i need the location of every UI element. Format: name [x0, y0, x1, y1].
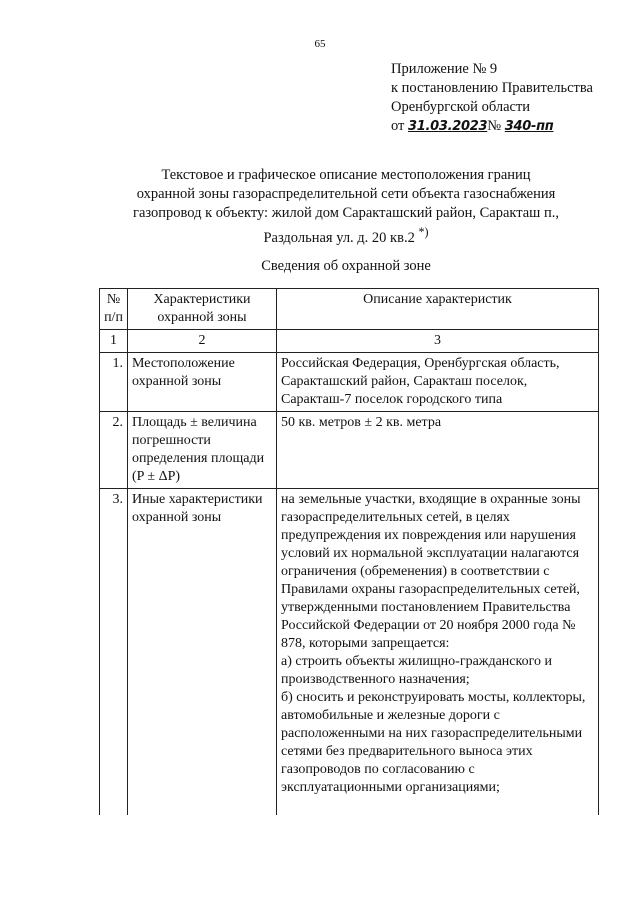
header-description: Описание характеристик	[277, 289, 599, 330]
section-title: Сведения об охранной зоне	[261, 258, 431, 274]
column-number-2: 2	[128, 330, 277, 353]
restriction-intro: на земельные участки, входящие в охранные зоны газораспределительных сетей, в целях предупреждения их повреждения или нарушения условий их нормальной эксплуатации налагаются ограничения (обременения) в соответствии с Правилами охраны газораспределительных сетей, утвержденными постановлением Правительства Российской Федерации от 20 ноября 2000 года № 878, которыми запрещается:	[281, 492, 581, 651]
zone-table	[99, 288, 599, 815]
column-number-3: 3	[277, 330, 599, 353]
row-number: 3.	[100, 489, 128, 816]
header-number: № п/п	[100, 289, 128, 330]
column-number-1: 1	[100, 330, 128, 353]
title-address: Раздольная ул. д. 20 кв.2	[263, 229, 415, 246]
row-description: Российская Федерация, Оренбургская область, Саракташский район, Саракташ поселок, Саракташ-7 поселок городского типа	[277, 353, 599, 412]
title-line-2: охранной зоны газораспределительной сети объекта газоснабжения	[136, 186, 556, 202]
table-row	[100, 353, 599, 412]
appendix-resolution: к постановлению Правительства	[391, 80, 593, 96]
row-characteristic: Местоположение охранной зоны	[128, 353, 277, 412]
row-description: 50 кв. метров ± 2 кв. метра	[277, 412, 599, 489]
title-line-4	[100, 223, 592, 248]
restriction-item-a: а) строить объекты жилищно-гражданского и производственного назначения;	[281, 654, 552, 687]
appendix-date-number	[391, 117, 593, 136]
table-row	[100, 489, 599, 816]
appendix-number-sign: №	[487, 118, 502, 134]
appendix-prefix: от	[391, 118, 405, 134]
footnote-mark: *)	[418, 225, 429, 239]
document-title	[100, 166, 592, 248]
row-characteristic: Площадь ± величина погрешности определения площади (P ± ΔP)	[128, 412, 277, 489]
row-number: 1.	[100, 353, 128, 412]
row-characteristic: Иные характеристики охранной зоны	[128, 489, 277, 816]
appendix-block	[391, 60, 593, 136]
header-characteristics: Характеристики охранной зоны	[128, 289, 277, 330]
row-number: 2.	[100, 412, 128, 489]
appendix-region: Оренбургской области	[391, 99, 531, 115]
row-description	[277, 489, 599, 816]
column-number-row	[100, 330, 599, 353]
appendix-title: Приложение № 9	[391, 61, 498, 77]
appendix-number: 340-пп	[504, 119, 554, 134]
title-line-1: Текстовое и графическое описание местоположения границ	[161, 167, 531, 183]
appendix-date: 31.03.2023	[408, 119, 488, 134]
table-row	[100, 412, 599, 489]
page-number: 65	[314, 38, 326, 50]
table-header-row	[100, 289, 599, 330]
restriction-item-b: б) сносить и реконструировать мосты, коллекторы, автомобильные и железные дороги с расположенными на них газораспределительными сетями без предварительного выноса этих газопроводов по согласованию с эксплуатационными организациями;	[281, 690, 586, 795]
title-line-3: газопровод к объекту: жилой дом Саракташский район, Саракташ п.,	[133, 205, 559, 221]
